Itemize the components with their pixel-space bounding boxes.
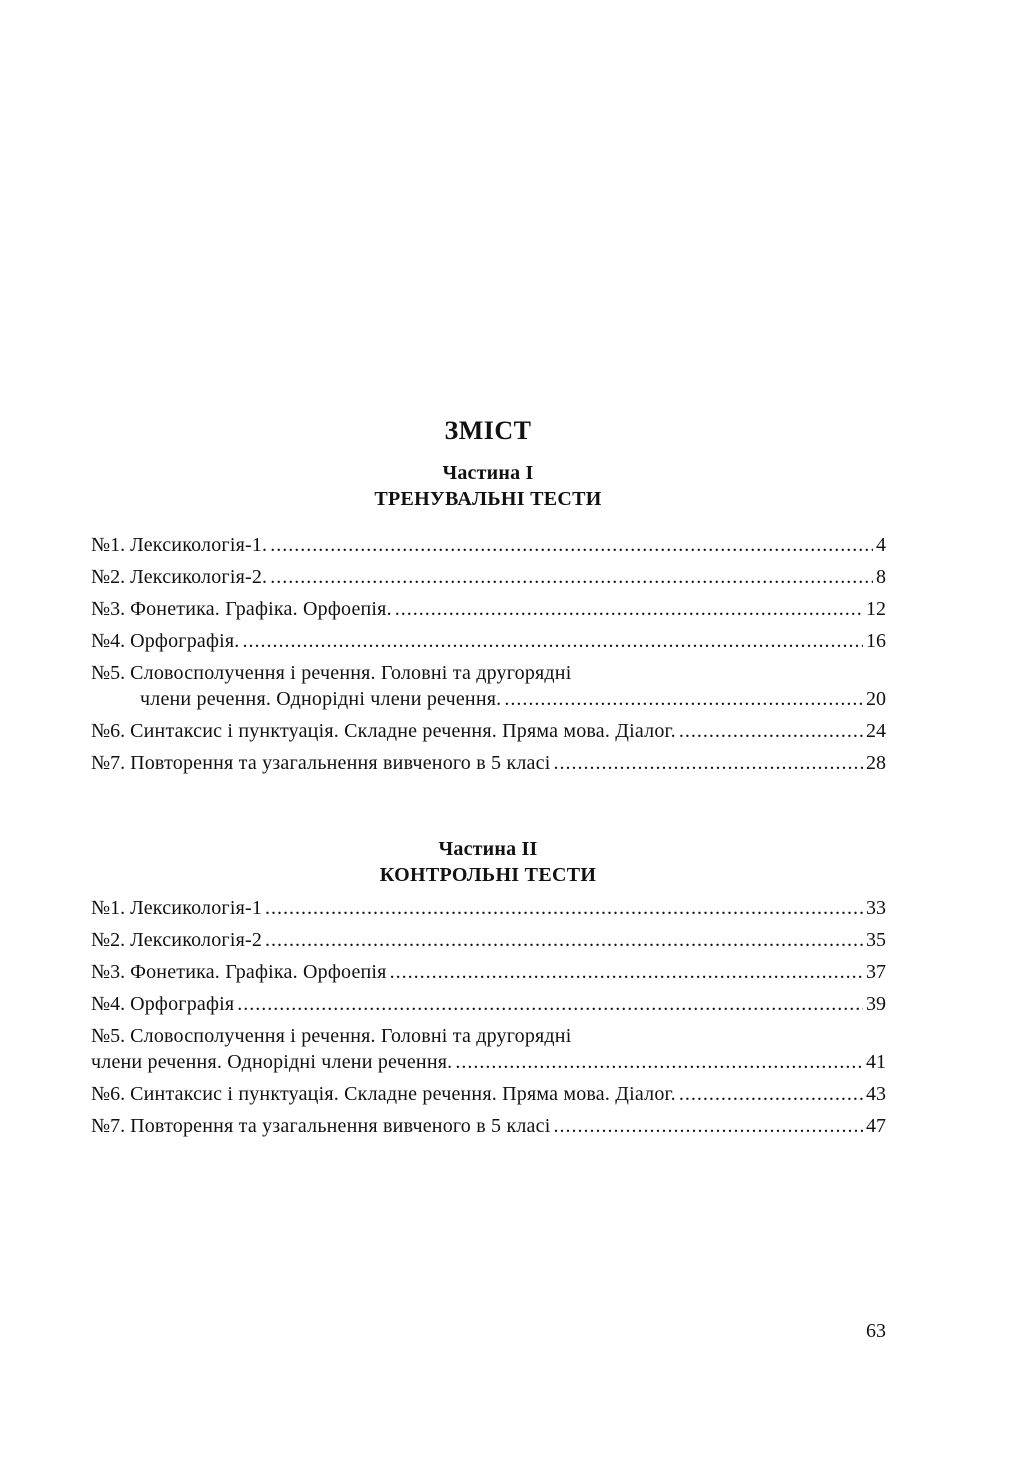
- toc-entry-page: 41: [866, 1051, 886, 1073]
- toc-entry[interactable]: [91, 927, 886, 953]
- toc-entry[interactable]: [91, 1081, 886, 1107]
- toc-entry-page: 12: [866, 598, 886, 620]
- toc-entry-page: 4: [876, 534, 886, 556]
- dot-leader: [270, 564, 873, 590]
- toc-entry-number: №5.: [91, 662, 126, 684]
- toc-entry-page: 28: [866, 752, 886, 774]
- toc-entry-title: Повторення та узагальнення вивченого в 5 класі: [130, 752, 551, 774]
- toc-entry-page: 20: [866, 688, 886, 710]
- part-2-number: Частина II: [438, 838, 538, 860]
- toc-entry[interactable]: [91, 718, 886, 744]
- toc-entry-title: Фонетика. Графіка. Орфоепія.: [130, 598, 392, 620]
- toc-entry[interactable]: [91, 959, 886, 985]
- part-1-name: ТРЕНУВАЛЬНІ ТЕСТИ: [374, 488, 602, 510]
- toc-list-part-2: [91, 895, 886, 1145]
- part-1-number: Частина I: [442, 462, 534, 484]
- toc-entry-number: №4.: [91, 630, 126, 652]
- dot-leader: [265, 927, 863, 953]
- toc-entry-title: Синтаксис і пунктуація. Складне речення. Пряма мова. Діалог.: [130, 1083, 676, 1105]
- dot-leader: [270, 532, 873, 558]
- toc-entry-title: Лексикологія-2: [130, 929, 263, 951]
- toc-entry-page: 37: [866, 961, 886, 983]
- dot-leader: [395, 596, 863, 622]
- dot-leader: [265, 895, 863, 921]
- toc-entry[interactable]: [91, 660, 886, 712]
- part-2-name: КОНТРОЛЬНІ ТЕСТИ: [379, 864, 597, 886]
- dot-leader: [390, 959, 863, 985]
- dot-leader: [243, 628, 864, 654]
- toc-entry[interactable]: [91, 1023, 886, 1075]
- toc-entry-number: №1.: [91, 897, 126, 919]
- dot-leader: [455, 1049, 863, 1075]
- toc-entry[interactable]: [91, 991, 886, 1017]
- dot-leader: [553, 1113, 863, 1139]
- toc-entry[interactable]: [91, 596, 886, 622]
- toc-entry-number: №2.: [91, 929, 126, 951]
- toc-entry-number: №3.: [91, 961, 126, 983]
- toc-entry-number: №7.: [91, 752, 126, 774]
- toc-entry[interactable]: [91, 564, 886, 590]
- toc-entry-page: 8: [876, 566, 886, 588]
- page-title: ЗМІСТ: [444, 416, 532, 446]
- toc-entry-title: Синтаксис і пунктуація. Складне речення. Пряма мова. Діалог.: [130, 720, 676, 742]
- toc-entry[interactable]: [91, 750, 886, 776]
- toc-entry-number: №3.: [91, 598, 126, 620]
- page-number: 63: [866, 1320, 886, 1342]
- toc-entry-number: №4.: [91, 993, 126, 1015]
- toc-entry-title: Лексикологія-1.: [130, 534, 268, 556]
- toc-list-part-1: [91, 532, 886, 782]
- toc-entry-page: 35: [866, 929, 886, 951]
- toc-entry[interactable]: [91, 532, 886, 558]
- toc-entry-title-line-2: члени речення. Однорідні члени речення.: [140, 688, 502, 710]
- dot-leader: [504, 686, 863, 712]
- toc-entry-number: №6.: [91, 720, 126, 742]
- toc-entry-title-line-1: Словосполучення і речення. Головні та другорядні: [130, 662, 572, 684]
- part-1-heading: [0, 460, 976, 512]
- toc-entry-number: №5.: [91, 1025, 126, 1047]
- dot-leader: [553, 750, 863, 776]
- dot-leader: [237, 991, 863, 1017]
- toc-entry[interactable]: [91, 895, 886, 921]
- toc-entry-number: №7.: [91, 1115, 126, 1137]
- toc-entry-title: Орфографія: [130, 993, 235, 1015]
- toc-entry-page: 43: [866, 1083, 886, 1105]
- dot-leader: [679, 1081, 863, 1107]
- part-2-heading: [0, 836, 976, 888]
- toc-entry-page: 24: [866, 720, 886, 742]
- toc-entry-page: 16: [866, 630, 886, 652]
- toc-entry-page: 33: [866, 897, 886, 919]
- toc-entry-title: Лексикологія-2.: [130, 566, 268, 588]
- toc-entry-title-line-2: члени речення. Однорідні члени речення.: [91, 1051, 453, 1073]
- toc-entry-title: Фонетика. Графіка. Орфоепія: [130, 961, 387, 983]
- toc-entry-title: Повторення та узагальнення вивченого в 5 класі: [130, 1115, 551, 1137]
- toc-entry-page: 47: [866, 1115, 886, 1137]
- toc-entry-title: Орфографія.: [130, 630, 240, 652]
- dot-leader: [679, 718, 863, 744]
- toc-entry-number: №2.: [91, 566, 126, 588]
- toc-entry-number: №6.: [91, 1083, 126, 1105]
- toc-entry-number: №1.: [91, 534, 126, 556]
- toc-entry-page: 39: [866, 993, 886, 1015]
- toc-entry[interactable]: [91, 1113, 886, 1139]
- toc-entry-title: Лексикологія-1: [130, 897, 263, 919]
- toc-entry-title-line-1: Словосполучення і речення. Головні та другорядні: [130, 1025, 572, 1047]
- toc-entry[interactable]: [91, 628, 886, 654]
